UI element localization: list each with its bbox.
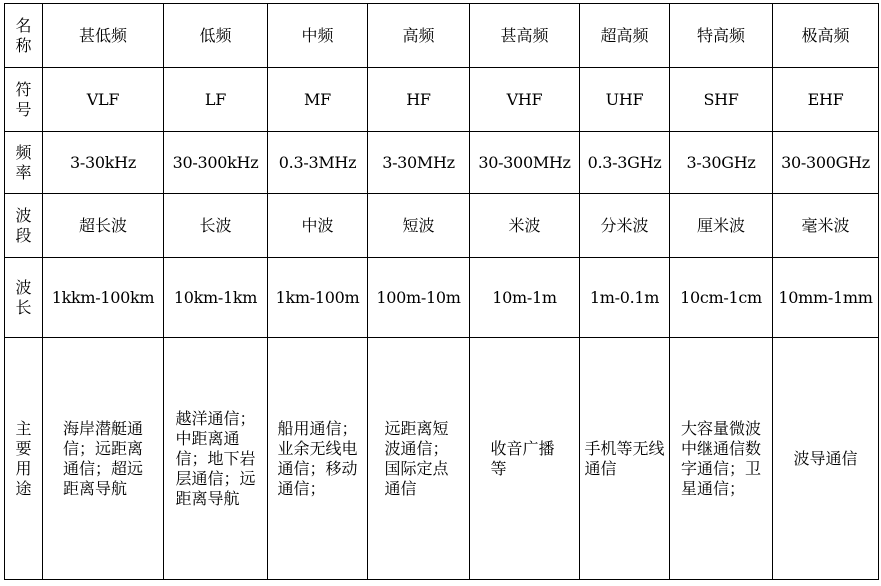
usage-cell-vlf: 海岸潜艇通信；远距离通信；超远距离导航 <box>43 338 164 580</box>
row-header-symbol: 符号 <box>5 68 43 132</box>
wavelength-cell-shf: 10cm-1cm <box>670 258 773 338</box>
wavelength-cell-vhf: 10m-1m <box>470 258 580 338</box>
row-header-name: 名称 <box>5 4 43 68</box>
name-cell-uhf: 超高频 <box>580 4 670 68</box>
wavelength-cell-lf: 10km-1km <box>164 258 268 338</box>
name-cell-lf: 低频 <box>164 4 268 68</box>
symbol-cell-shf: SHF <box>670 68 773 132</box>
table-row-usage <box>5 338 879 580</box>
band-cell-ehf: 毫米波 <box>773 194 879 258</box>
table-row-symbol <box>5 68 879 132</box>
name-cell-vlf: 甚低频 <box>43 4 164 68</box>
frequency-cell-lf: 30-300kHz <box>164 132 268 194</box>
frequency-band-table <box>4 3 879 580</box>
name-cell-shf: 特高频 <box>670 4 773 68</box>
wavelength-cell-ehf: 10mm-1mm <box>773 258 879 338</box>
wavelength-cell-uhf: 1m-0.1m <box>580 258 670 338</box>
symbol-cell-lf: LF <box>164 68 268 132</box>
wavelength-cell-mf: 1km-100m <box>268 258 368 338</box>
symbol-cell-uhf: UHF <box>580 68 670 132</box>
symbol-cell-vhf: VHF <box>470 68 580 132</box>
table-row-band <box>5 194 879 258</box>
row-header-usage: 主要用途 <box>5 338 43 580</box>
frequency-cell-vhf: 30-300MHz <box>470 132 580 194</box>
band-cell-shf: 厘米波 <box>670 194 773 258</box>
symbol-cell-hf: HF <box>368 68 470 132</box>
name-cell-ehf: 极高频 <box>773 4 879 68</box>
frequency-cell-uhf: 0.3-3GHz <box>580 132 670 194</box>
band-cell-hf: 短波 <box>368 194 470 258</box>
frequency-cell-mf: 0.3-3MHz <box>268 132 368 194</box>
wavelength-cell-vlf: 1kkm-100km <box>43 258 164 338</box>
frequency-cell-vlf: 3-30kHz <box>43 132 164 194</box>
row-header-band: 波段 <box>5 194 43 258</box>
row-header-wavelength: 波长 <box>5 258 43 338</box>
usage-cell-ehf: 波导通信 <box>773 338 879 580</box>
frequency-cell-ehf: 30-300GHz <box>773 132 879 194</box>
name-cell-vhf: 甚高频 <box>470 4 580 68</box>
frequency-cell-hf: 3-30MHz <box>368 132 470 194</box>
wavelength-cell-hf: 100m-10m <box>368 258 470 338</box>
usage-cell-hf: 远距离短波通信；国际定点通信 <box>368 338 470 580</box>
symbol-cell-vlf: VLF <box>43 68 164 132</box>
table-row-name <box>5 4 879 68</box>
table-row-wavelength <box>5 258 879 338</box>
symbol-cell-ehf: EHF <box>773 68 879 132</box>
table-row-frequency <box>5 132 879 194</box>
band-cell-uhf: 分米波 <box>580 194 670 258</box>
row-header-frequency: 频率 <box>5 132 43 194</box>
usage-cell-uhf: 手机等无线通信 <box>580 338 670 580</box>
band-cell-mf: 中波 <box>268 194 368 258</box>
usage-cell-vhf: 收音广播等 <box>470 338 580 580</box>
band-cell-vlf: 超长波 <box>43 194 164 258</box>
frequency-cell-shf: 3-30GHz <box>670 132 773 194</box>
name-cell-hf: 高频 <box>368 4 470 68</box>
name-cell-mf: 中频 <box>268 4 368 68</box>
symbol-cell-mf: MF <box>268 68 368 132</box>
band-cell-vhf: 米波 <box>470 194 580 258</box>
usage-cell-lf: 越洋通信；中距离通信；地下岩层通信；远距离导航 <box>164 338 268 580</box>
usage-cell-mf: 船用通信；业余无线电通信；移动通信； <box>268 338 368 580</box>
band-cell-lf: 长波 <box>164 194 268 258</box>
usage-cell-shf: 大容量微波中继通信数字通信；卫星通信； <box>670 338 773 580</box>
